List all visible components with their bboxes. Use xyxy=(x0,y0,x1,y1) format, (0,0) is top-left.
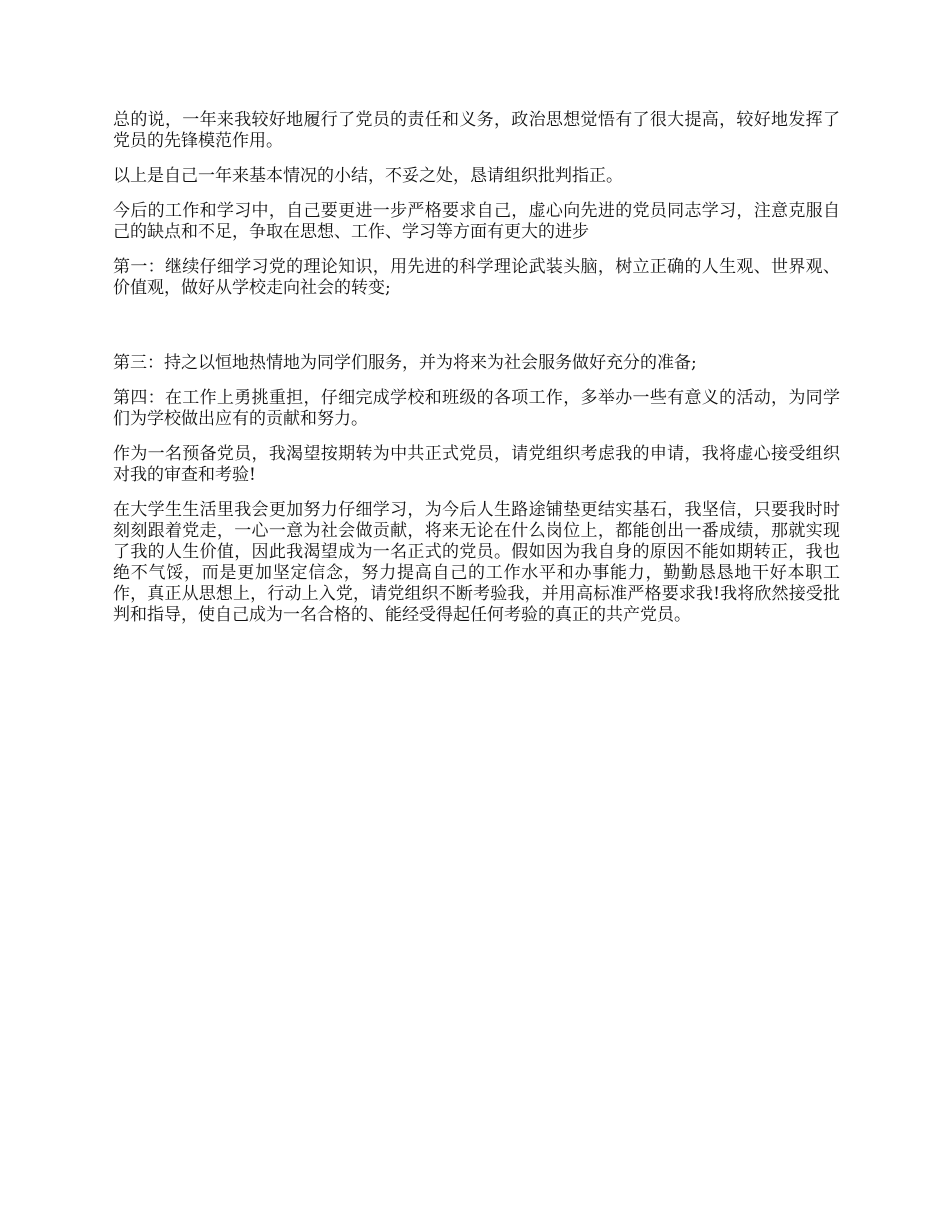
paragraph-conclusion: 以上是自己一年来基本情况的小结，不妥之处，恳请组织批判指正。 xyxy=(113,166,623,186)
document-body xyxy=(113,110,840,640)
paragraph-application: 作为一名预备党员，我渴望按期转为中共正式党员，请党组织考虑我的申请，我将虚心接受组织对我的审查和考验! xyxy=(113,444,840,485)
paragraph-point-three: 第三：持之以恒地热情地为同学们服务，并为将来为社会服务做好充分的准备; xyxy=(113,353,697,373)
paragraph-point-four: 第四：在工作上勇挑重担，仔细完成学校和班级的各项工作，多举办一些有意义的活动，为同学们为学校做出应有的贡献和努力。 xyxy=(113,388,840,429)
paragraph-point-one: 第一：继续仔细学习党的理论知识，用先进的科学理论武装头脑，树立正确的人生观、世界观、价值观，做好从学校走向社会的转变; xyxy=(113,257,840,298)
paragraph-commitment: 在大学生生活里我会更加努力仔细学习，为今后人生路途铺垫更结实基石，我坚信，只要我时时刻刻跟着党走，一心一意为社会做贡献，将来无论在什么岗位上，都能创出一番成绩，那就实现了我的人生价值，因此我渴望成为一名正式的党员。假如因为我自身的原因不能如期转正，我也绝不气馁，而是更加坚定信念，努力提高自己的工作水平和办事能力，勤勤恳恳地干好本职工作，真正从思想上，行动上入党，请党组织不断考验我，并用高标准严格要求我!我将欣然接受批判和指导，使自己成为一名合格的、能经受得起任何考验的真正的共产党员。 xyxy=(113,500,840,625)
paragraph-summary: 总的说，一年来我较好地履行了党员的责任和义务，政治思想觉悟有了很大提高，较好地发挥了党员的先锋模范作用。 xyxy=(113,110,840,151)
paragraph-blank xyxy=(113,313,840,334)
paragraph-future-plan: 今后的工作和学习中，自己要更进一步严格要求自己，虚心向先进的党员同志学习，注意克服自己的缺点和不足，争取在思想、工作、学习等方面有更大的进步 xyxy=(113,201,840,242)
